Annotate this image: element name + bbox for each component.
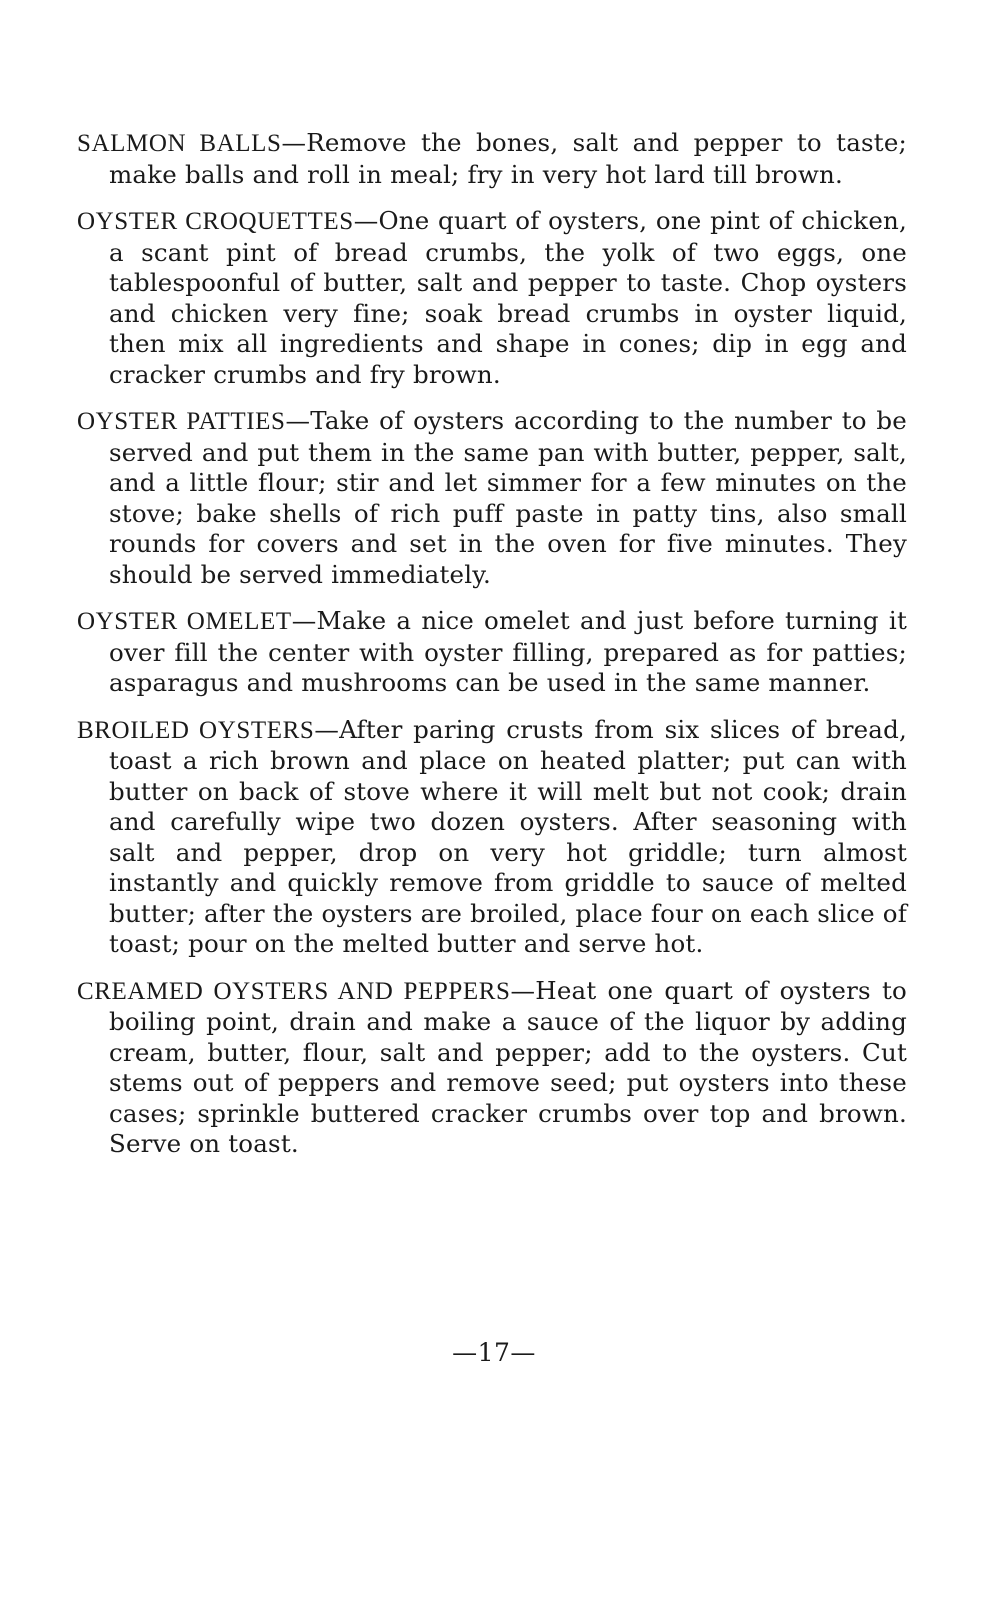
recipe-body: One quart of oysters, one pint of chicken, a scant pint of bread crumbs, the yolk of two eggs, one tablespoonful of butter, salt and pepper to taste. Chop oysters and chicken very fine; soak bread crumbs in oyster liquid, then mix all ingredients and shape in cones; dip in egg and cracker crumbs and fry brown.: [109, 206, 908, 389]
recipe-body: Make a nice omelet and just before turning it over fill the center with oyster filling, prepared as for patties; asparagus and mushrooms can be used in the same manner.: [109, 606, 907, 697]
title-separator: —: [285, 406, 311, 435]
recipe-body: Remove the bones, salt and pepper to taste; make balls and roll in meal; fry in very hot lard till brown.: [109, 128, 907, 189]
recipe-salmon-balls: [77, 128, 907, 190]
recipe-body: After paring crusts from six slices of bread, toast a rich brown and place on heated platter; put can with butter on back of stove where it will melt but not cook; drain and carefully wipe two dozen oysters. After seasoning with salt and pepper, drop on very hot griddle; turn almost instantly and quickly remove from griddle to sauce of melted butter; after the oysters are broiled, place four on each slice of toast; pour on the melted butter and serve hot.: [109, 714, 907, 958]
title-separator: —: [510, 975, 536, 1005]
page-number: —17—: [452, 1338, 536, 1367]
recipe-title: SALMON BALLS: [77, 130, 282, 157]
recipe-title: CREAMED OYSTERS AND PEPPERS: [77, 977, 511, 1005]
recipe-title: OYSTER CROQUETTES: [77, 208, 354, 235]
recipe-body: Take of oysters according to the number to be served and put them in the same pan with butter, pepper, salt, and a little flour; stir and let simmer for a few minutes on the stove; bake shells of rich puff paste in patty tins, also small rounds for covers and set in the oven for five minutes. They should be served immediately.: [109, 406, 907, 589]
recipe-title: OYSTER OMELET: [77, 608, 292, 635]
recipe-creamed-oysters-and-peppers: [77, 976, 907, 1160]
recipe-oyster-patties: [77, 406, 907, 590]
title-separator: —: [281, 128, 307, 157]
recipe-oyster-croquettes: [77, 206, 907, 390]
title-separator: —: [291, 606, 317, 635]
title-separator: —: [314, 714, 340, 744]
title-separator: —: [353, 206, 379, 235]
recipe-body: Heat one quart of oysters to boiling point, drain and make a sauce of the liquor by adding cream, butter, flour, salt and pepper; add to the oysters. Cut stems out of peppers and remove seed; put oysters into these cases; sprinkle buttered cracker crumbs over top and brown. Serve on toast.: [109, 975, 907, 1158]
recipe-title: OYSTER PATTIES: [77, 408, 286, 435]
recipe-broiled-oysters: [77, 715, 907, 960]
cookbook-page: [77, 128, 907, 1176]
recipe-oyster-omelet: [77, 606, 907, 699]
recipe-title: BROILED OYSTERS: [77, 716, 315, 744]
